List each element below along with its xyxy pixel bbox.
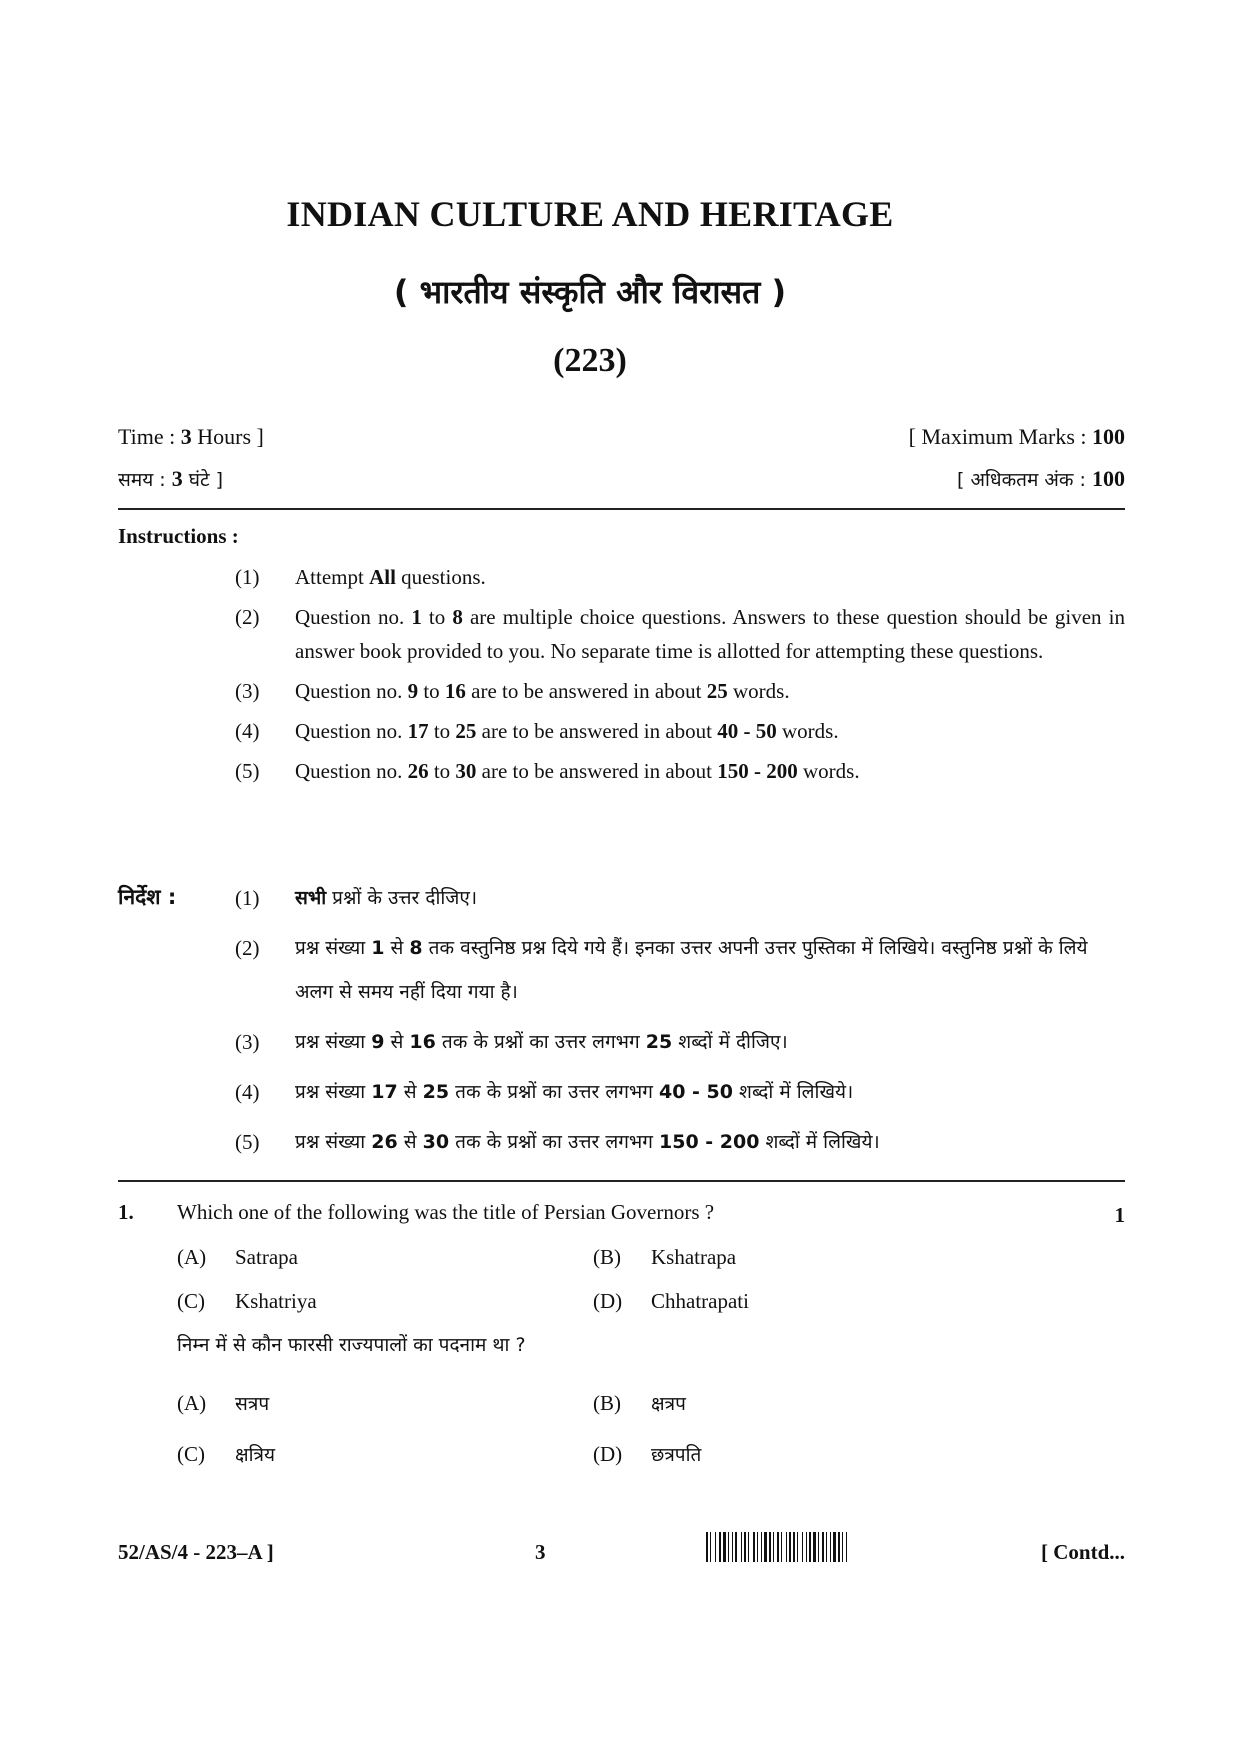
instruction-item: (1) Attempt All questions. <box>235 565 486 589</box>
option-c-hindi: (C) क्षत्रिय <box>177 1442 276 1466</box>
subject-code: (223) <box>553 342 627 379</box>
contd-label: [ Contd... <box>1040 1540 1125 1564</box>
option-c: (C) Kshatriya <box>177 1289 317 1313</box>
option-a: (A) Satrapa <box>177 1245 298 1269</box>
question-text-hindi: निम्न में से कौन फारसी राज्यपालों का पदनाम था ? <box>177 1334 526 1356</box>
nirdesh-list <box>235 876 1125 1164</box>
max-marks-line-hindi: [ अधिकतम अंक : 100 <box>957 466 1125 491</box>
header-divider <box>118 508 1125 510</box>
max-marks-line: [ Maximum Marks : 100 <box>908 424 1125 449</box>
nirdesh-item: (4) प्रश्न संख्या 17 से 25 तक के प्रश्नों का उत्तर लगभग 40 - 50 शब्दों में लिखिये। <box>235 1080 854 1104</box>
question-text: Which one of the following was the title of Persian Governors ? <box>177 1200 715 1224</box>
time-line-hindi: समय : 3 घंटे ] <box>118 466 224 491</box>
option-d-hindi: (D) छत्रपति <box>593 1442 702 1466</box>
instruction-item: (5) Question no. 26 to 30 are to be answered in about 150 - 200 words. <box>235 759 860 783</box>
page-number: 3 <box>535 1540 546 1564</box>
nirdesh-item: (1) सभी प्रश्नों के उत्तर दीजिए। <box>235 886 478 910</box>
paper-code: 52/AS/4 - 223–A ] <box>118 1540 274 1564</box>
instructions-list <box>235 560 1125 788</box>
option-a-hindi: (A) सत्रप <box>177 1391 270 1415</box>
option-b-hindi: (B) क्षत्रप <box>593 1391 686 1415</box>
option-b: (B) Kshatrapa <box>593 1245 737 1269</box>
paper-title: INDIAN CULTURE AND HERITAGE <box>286 194 894 234</box>
option-d: (D) Chhatrapati <box>593 1289 749 1313</box>
instruction-item: (2) Question no. 1 to 8 are multiple choice questions. Answers to these question should be given in answer book provided to you. No separate time is allotted for attempting these questions. <box>235 605 1126 663</box>
nirdesh-item: (2) प्रश्न संख्या 1 से 8 तक वस्तुनिष्ठ प्रश्न दिये गये हैं। इनका उत्तर अपनी उत्तर पुस्तिका में लिखिये। वस्तुनिष्ठ प्रश्नों के लिये अलग से समय नहीं दिया गया है। <box>235 936 1088 1003</box>
question-number: 1. <box>118 1200 134 1224</box>
paper-title-hindi: ( भारतीय संस्कृति और विरासत ) <box>393 273 787 311</box>
instructions-heading: Instructions : <box>118 524 239 548</box>
question-marks: 1 <box>1114 1203 1125 1227</box>
nirdesh-item: (3) प्रश्न संख्या 9 से 16 तक के प्रश्नों का उत्तर लगभग 25 शब्दों में दीजिए। <box>235 1030 788 1054</box>
section-divider <box>118 1180 1125 1182</box>
instruction-item: (3) Question no. 9 to 16 are to be answered in about 25 words. <box>235 679 790 703</box>
nirdesh-item: (5) प्रश्न संख्या 26 से 30 तक के प्रश्नों का उत्तर लगभग 150 - 200 शब्दों में लिखिये। <box>235 1130 880 1154</box>
time-line: Time : 3 Hours ] <box>118 424 264 449</box>
barcode-icon <box>706 1532 1006 1562</box>
instruction-item: (4) Question no. 17 to 25 are to be answered in about 40 - 50 words. <box>235 719 839 743</box>
nirdesh-heading: निर्देश : <box>118 885 177 909</box>
